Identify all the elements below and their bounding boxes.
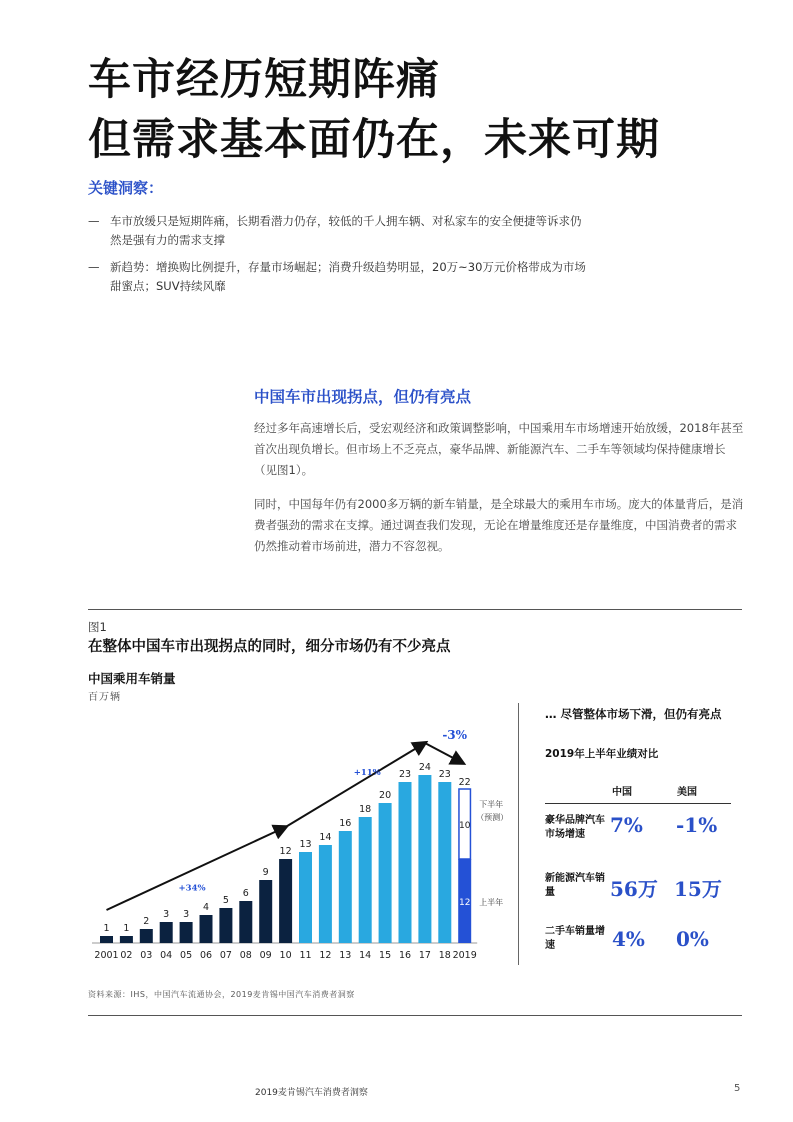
value-china-used: 4%	[612, 927, 645, 951]
x-tick-08: 08	[239, 950, 252, 961]
bar-value-03: 2	[143, 916, 150, 927]
insights-heading: 关键洞察：	[88, 179, 164, 197]
x-tick-10: 10	[279, 950, 292, 961]
label-forecast: （预测）	[476, 813, 509, 822]
row-label-used: 二手车销量增速	[545, 926, 605, 951]
trend-label-1: +34%	[178, 883, 206, 894]
x-tick-02: 02	[120, 950, 133, 961]
value-us-luxury: -1%	[676, 813, 718, 837]
bar-value-12: 14	[319, 832, 332, 843]
bar-06	[200, 915, 213, 943]
paragraph: 同时，中国每年仍有2000多万辆的新车销量，是全球最大的乘用车市场。庞大的体量背后，是消费者强劲的需求在支撑。通过调查我们发现，无论在增量维度还是存量维度，中国消费者的需求仍然推动着市场前进，潜力不容忽视。	[254, 497, 744, 553]
paragraph: 经过多年高速增长后，受宏观经济和政策调整影响，中国乘用车市场增速开始放缓，2018年甚至首次出现负增长。但市场上不乏亮点，豪华品牌、新能源汽车、二手车等领域均保持健康增长（见图1）。	[254, 421, 744, 477]
bar-18	[438, 782, 451, 943]
x-tick-17: 17	[418, 950, 431, 961]
value-us-nev: 15万	[674, 877, 722, 901]
column-header-us: 美国	[677, 787, 697, 798]
x-tick-15: 15	[379, 950, 392, 961]
trend-arrow-2017-2019	[425, 743, 463, 763]
bar-value-2001: 1	[103, 923, 110, 934]
bar-value-18: 23	[438, 769, 451, 780]
bar-value-13: 16	[339, 818, 352, 829]
trend-label-3: -3%	[442, 728, 468, 742]
bar-07	[219, 908, 232, 943]
trend-label-2: +11%	[353, 768, 381, 778]
x-tick-09: 09	[259, 950, 272, 961]
bar-05	[180, 922, 193, 943]
bar-11	[299, 852, 312, 943]
bar-10	[279, 859, 292, 943]
comparison-note: … 尽管整体市场下滑，但仍有亮点	[545, 707, 722, 721]
footer-text: 2019麦肯锡汽车消费者洞察	[255, 1088, 368, 1098]
bar-value-11: 13	[299, 839, 312, 850]
bullet-dash: —	[88, 260, 100, 274]
page-title	[88, 50, 660, 170]
x-tick-14: 14	[359, 950, 372, 961]
figure-top-rule	[88, 609, 742, 610]
bar-value-04: 3	[163, 909, 170, 920]
bar-value-09: 9	[262, 867, 269, 878]
section-body	[254, 418, 744, 570]
value-china-nev: 56万	[610, 877, 658, 901]
bar-14	[359, 817, 372, 943]
bullet-dash: —	[88, 214, 100, 228]
figure-title: 在整体中国车市出现拐点的同时，细分市场仍有不少亮点	[88, 639, 451, 655]
column-header-china: 中国	[612, 787, 632, 798]
bar-value-16: 23	[398, 769, 412, 780]
row-label-luxury: 豪华品牌汽车市场增速	[545, 815, 605, 840]
insight-text: 新趋势：增换购比例提升，存量市场崛起；消费升级趋势明显，20万~30万元价格带成为市场甜蜜点；SUV持续风靡	[110, 260, 586, 293]
bar-value-05: 3	[183, 909, 190, 920]
bar-15	[379, 803, 392, 943]
label-second-half: 下半年	[479, 800, 504, 809]
bar-value-10: 12	[279, 846, 292, 857]
x-tick-03: 03	[140, 950, 153, 961]
sales-bar-chart	[86, 700, 516, 970]
insights-list	[88, 212, 588, 304]
bar-03	[140, 929, 153, 943]
chart-title: 中国乘用车销量	[88, 671, 176, 686]
bar-value-17: 24	[418, 762, 431, 773]
x-tick-11: 11	[299, 950, 312, 961]
x-tick-2001: 2001	[94, 950, 119, 961]
bar-value-2019-total: 22	[458, 777, 471, 788]
x-tick-04: 04	[160, 950, 173, 961]
bar-08	[239, 901, 252, 943]
insight-item	[88, 212, 588, 250]
bar-09	[259, 880, 272, 943]
x-tick-16: 16	[398, 950, 412, 961]
row-label-nev: 新能源汽车销量	[545, 873, 605, 898]
bar-12	[319, 845, 332, 943]
label-first-half: 上半年	[479, 898, 504, 907]
figure-bottom-rule	[88, 1015, 742, 1016]
x-tick-18: 18	[438, 950, 451, 961]
title-line-1: 车市经历短期阵痛	[88, 55, 440, 105]
x-tick-07: 07	[219, 950, 232, 961]
insight-item	[88, 258, 588, 296]
chart-unit: 百万辆	[88, 692, 121, 703]
x-tick-05: 05	[180, 950, 193, 961]
section-heading: 中国车市出现拐点，但仍有亮点	[254, 388, 472, 406]
bar-value-07: 5	[222, 895, 229, 906]
x-tick-06: 06	[199, 950, 213, 961]
bar-16	[399, 782, 412, 943]
x-tick-13: 13	[339, 950, 352, 961]
bar-value-15: 20	[379, 790, 392, 801]
page-number: 5	[734, 1083, 741, 1094]
insight-text: 车市放缓只是短期阵痛，长期看潜力仍存，较低的千人拥车辆、对私家车的安全便捷等诉求仍然是强有力的需求支撑	[110, 214, 582, 247]
value-us-used: 0%	[676, 927, 709, 951]
value-china-luxury: 7%	[610, 813, 643, 837]
bar-value-2019-second-half: 10	[458, 821, 471, 831]
bar-value-08: 6	[242, 888, 249, 899]
bar-value-2019-first-half: 12	[458, 898, 471, 908]
table-header-rule	[545, 803, 731, 804]
bar-value-06: 4	[202, 902, 210, 913]
bar-17	[418, 775, 431, 943]
source-note: 资料来源：IHS，中国汽车流通协会，2019麦肯锡中国汽车消费者洞察	[88, 990, 355, 999]
bar-02	[120, 936, 133, 943]
x-tick-2019: 2019	[452, 950, 477, 961]
x-tick-12: 12	[319, 950, 332, 961]
bar-2001	[100, 936, 113, 943]
bar-04	[160, 922, 173, 943]
title-line-2: 但需求基本面仍在，未来可期	[88, 115, 660, 165]
bar-value-02: 1	[123, 923, 130, 934]
comparison-subtitle: 2019年上半年业绩对比	[545, 748, 659, 760]
bar-value-14: 18	[359, 804, 372, 815]
vertical-divider	[518, 703, 519, 965]
bar-13	[339, 831, 352, 943]
trend-arrow-2001-2010	[107, 827, 286, 910]
figure-label: 图1	[88, 620, 107, 634]
